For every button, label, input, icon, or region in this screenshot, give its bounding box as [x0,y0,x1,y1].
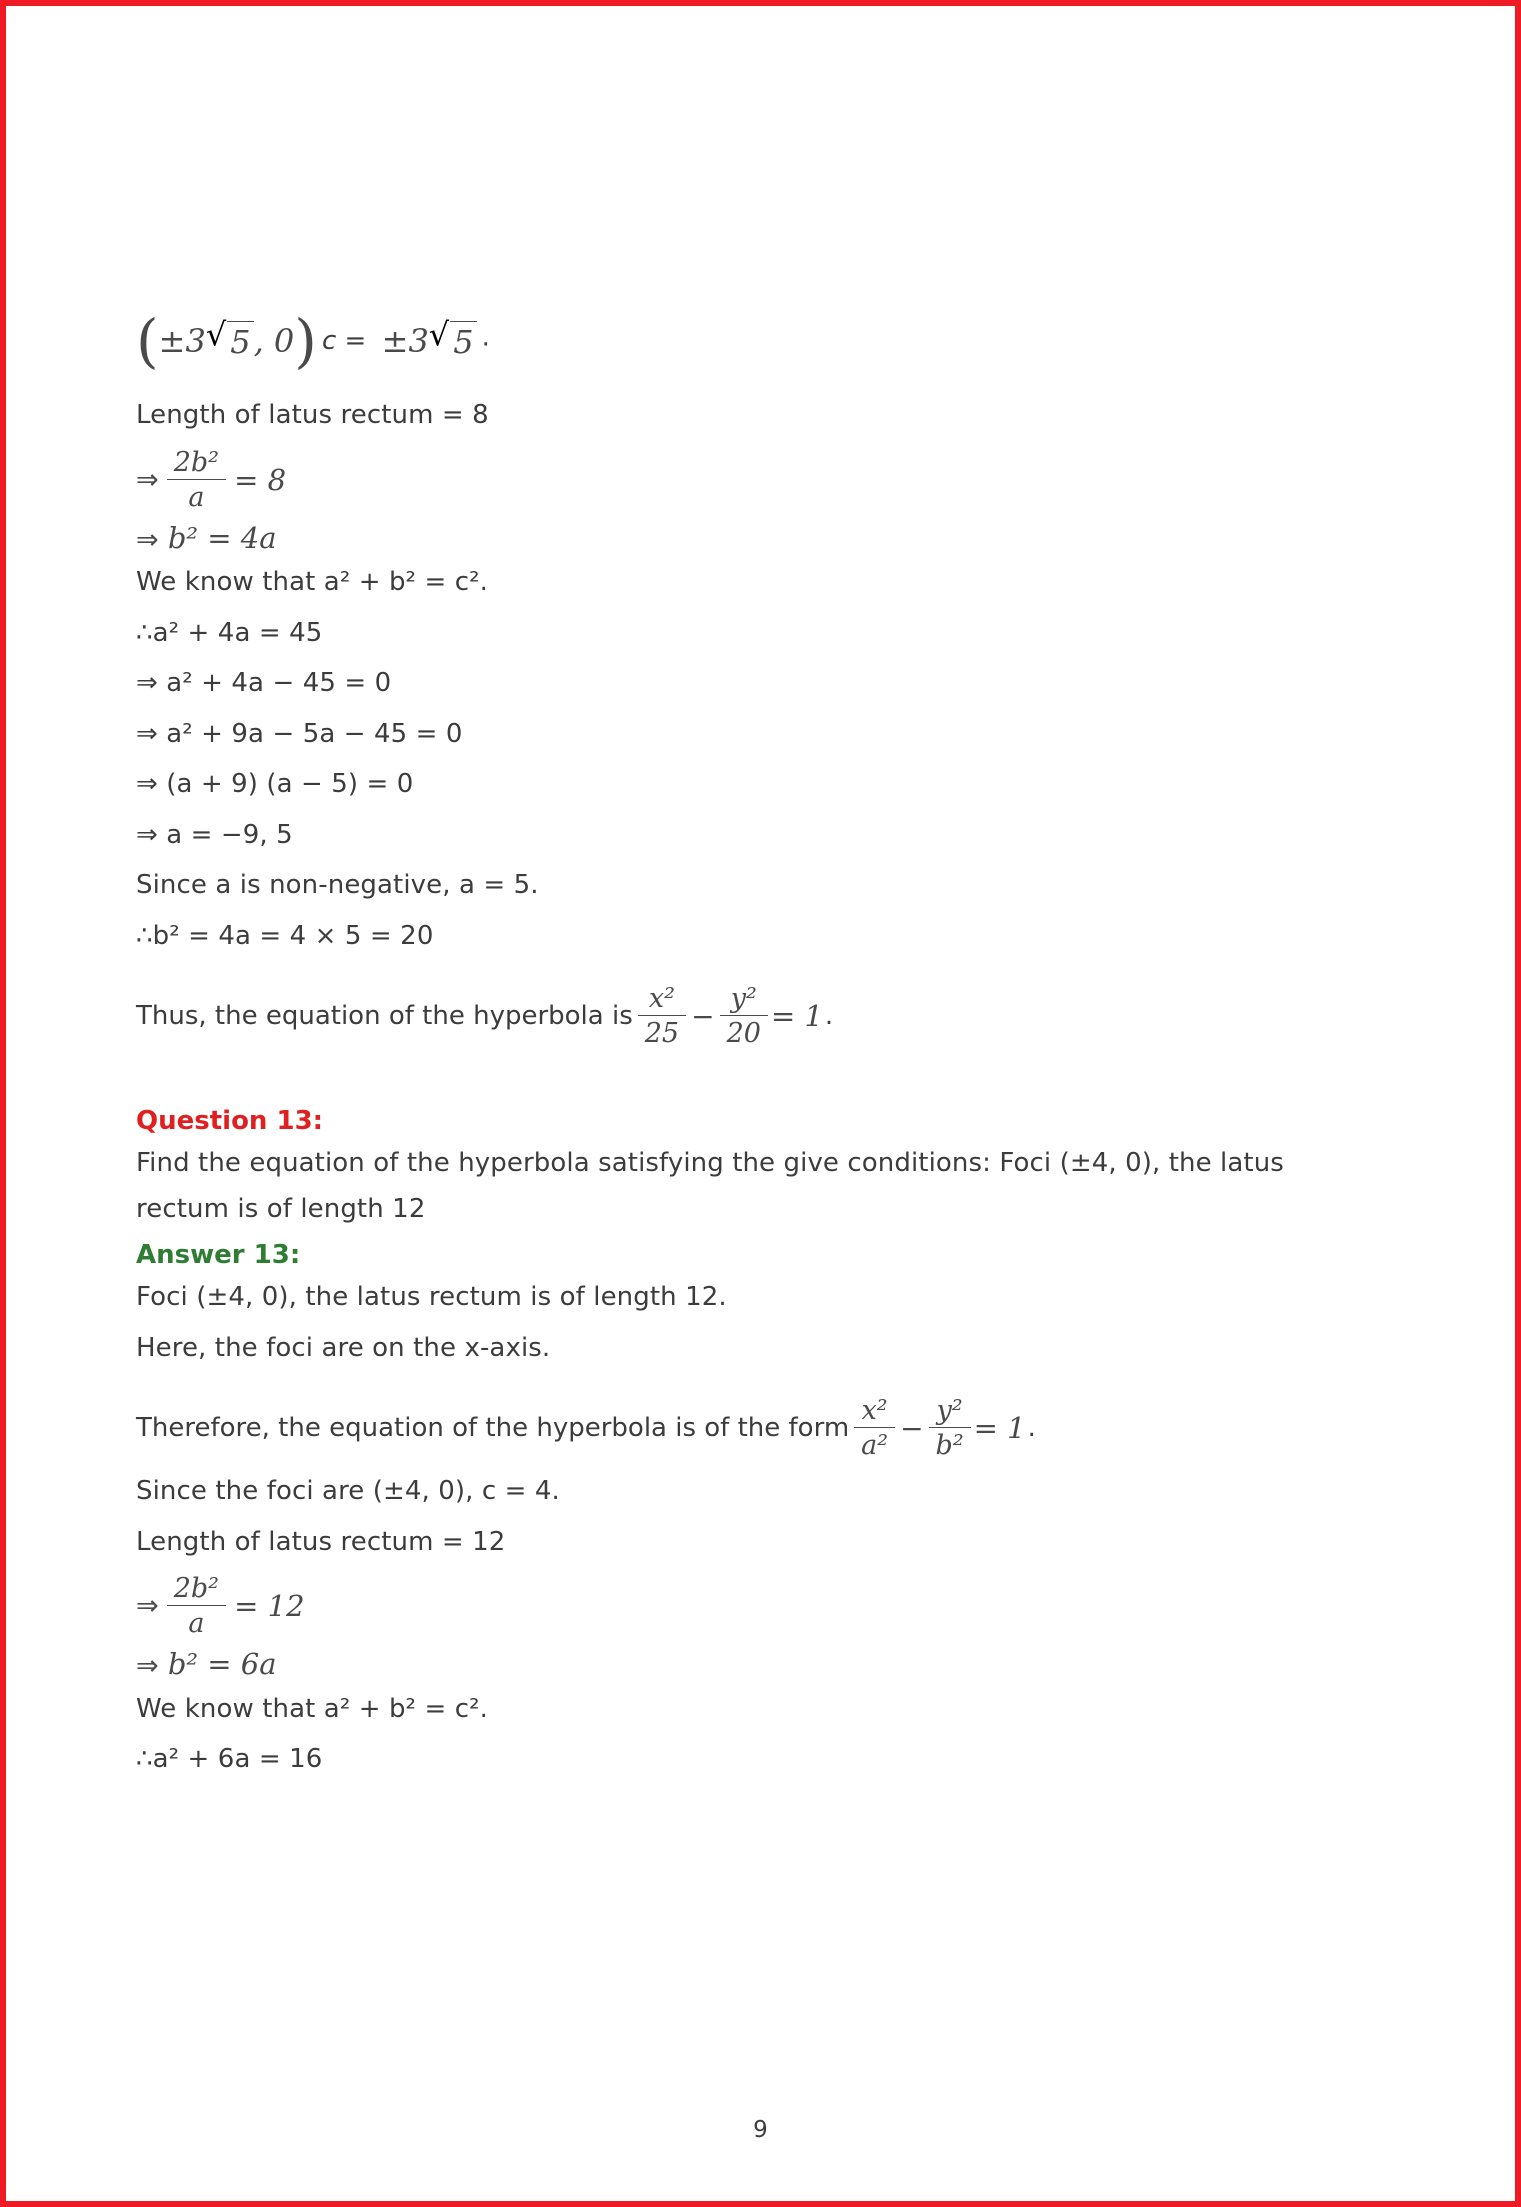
page-sheet [12,12,1509,2195]
top-expression-inner: ±3 [158,322,206,360]
implies-arrow: ⇒ [136,464,159,496]
trailing-dot: . [481,322,490,353]
equation-b2-4a-text: b² = 4a [167,520,277,555]
form-dot: . [1027,1413,1036,1444]
question-13-heading: Question 13: [136,1106,324,1137]
fraction-denominator: a [188,1608,205,1640]
answer-13-line-4: Length of latus rectum = 12 [136,1526,506,1557]
left-paren: ( [136,307,159,375]
thus-dot: . [824,1001,834,1032]
top-expression-row [136,307,1396,390]
right-paren: ) [294,307,317,375]
question-13-line-1: Find the equation of the hyperbola satisfying the give conditions: Foci (±4, 0), the latus [136,1148,1284,1179]
comma-zero: , 0 [253,322,295,360]
page-number: 9 [753,2117,768,2143]
sqrt-icon-2: √ [428,315,450,354]
fraction-x2-25 [638,983,686,1049]
equation-b2-6a-text: b² = 6a [167,1647,277,1682]
fraction-denominator: a² [861,1430,889,1462]
radicand-2: 5 [450,321,476,361]
fraction-numerator: x² [854,1395,895,1428]
line-a-values: ⇒ a = −9, 5 [136,819,293,850]
question-13-line-2: rectum is of length 12 [136,1193,426,1224]
line-a2-4a-45: ∴a² + 4a = 45 [136,617,323,648]
answer-13-heading: Answer 13: [136,1240,301,1271]
fraction-numerator: 2b² [167,447,226,480]
implies-arrow-3: ⇒ [136,1590,159,1622]
c-equals-label: c = [322,326,367,356]
equation-tail: = 1 [770,999,823,1034]
equation-2b2-over-a [136,447,1396,513]
line-factored: ⇒ (a + 9) (a − 5) = 0 [136,769,414,800]
implies-arrow-4: ⇒ [136,1650,159,1682]
fraction-2b2-a [167,447,226,513]
line-b2-equals-20: ∴b² = 4a = 4 × 5 = 20 [136,920,434,951]
answer-13-line-5: ∴a² + 6a = 16 [136,1744,323,1775]
thus-equation-row [136,983,1396,1049]
fraction-y2-b2 [929,1395,971,1461]
fraction-denominator: b² [935,1430,964,1462]
answer-13-know-that: We know that a² + b² = c². [136,1693,488,1724]
fraction-denominator: a [188,481,205,513]
latus-rectum-line: Length of latus rectum = 8 [136,400,489,430]
fraction-x2-a2 [854,1395,895,1461]
answer-13-line-1: Foci (±4, 0), the latus rectum is of length 12. [136,1282,727,1313]
radicand-1: 5 [227,321,253,361]
line-a2-9a-5a: ⇒ a² + 9a − 5a − 45 = 0 [136,718,463,749]
equation-2b2-over-a-12 [136,1573,1396,1639]
line-a2-4a-45-zero: ⇒ a² + 4a − 45 = 0 [136,668,392,699]
form-text: Therefore, the equation of the hyperbola is of the form [136,1413,850,1444]
know-that-line: We know that a² + b² = c². [136,567,488,598]
thus-text: Thus, the equation of the hyperbola is [136,1001,633,1032]
equation-b2-6a [136,1647,1396,1682]
equation-b2-4a [136,521,1396,556]
fraction-y2-20 [720,983,768,1049]
fraction-denominator: 25 [644,1018,680,1050]
fraction-numerator: y² [720,983,768,1016]
hyperbola-form-row [136,1395,1396,1461]
minus-sign: − [691,999,715,1033]
equation-tail: = 1 [973,1411,1026,1446]
fraction-numerator: 2b² [167,1573,226,1606]
fraction-numerator: x² [638,983,686,1016]
minus-sign: − [900,1411,924,1445]
line-nonnegative: Since a is non-negative, a = 5. [136,870,539,901]
fraction-2b2-a-2 [167,1573,226,1639]
fraction-numerator: y² [929,1395,971,1428]
sqrt-icon: √ [205,315,227,354]
equation-tail: = 12 [234,1589,305,1624]
hyperbola-equation-25-20 [635,983,823,1049]
implies-arrow-2: ⇒ [136,524,159,556]
result-sign: ±3 [381,322,429,360]
answer-13-line-2: Here, the foci are on the x-axis. [136,1332,551,1363]
fraction-denominator: 20 [726,1018,761,1050]
equation-tail: = 8 [234,462,287,497]
hyperbola-standard-form [851,1395,1025,1461]
page-content [136,307,1396,1791]
answer-13-line-3: Since the foci are (±4, 0), c = 4. [136,1476,560,1507]
